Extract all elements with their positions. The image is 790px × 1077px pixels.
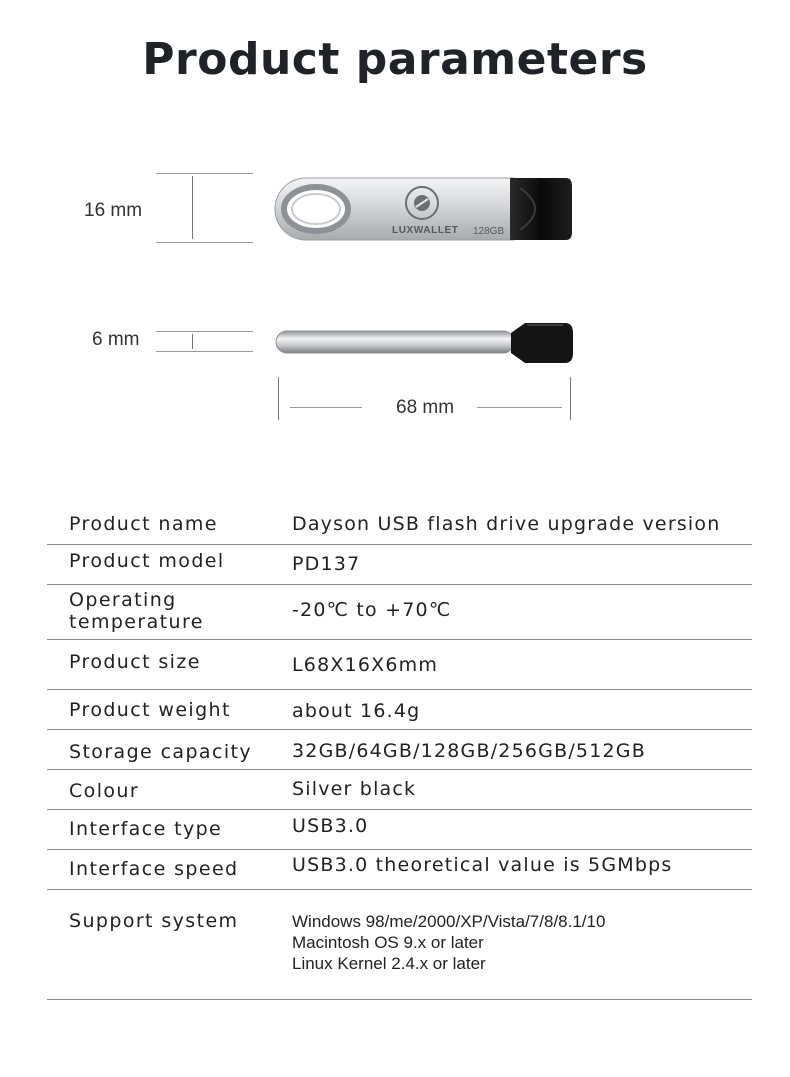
spec-row: [47, 729, 752, 770]
length-dimension-left-tick: [278, 377, 279, 420]
page-title: Product parameters: [142, 34, 648, 85]
spec-label: Product weight: [69, 699, 231, 721]
spec-label: Colour: [69, 780, 140, 802]
spec-value: USB3.0: [292, 815, 369, 837]
usb-drive-side-view: [275, 321, 575, 365]
spec-label: Product model: [69, 550, 225, 572]
spec-value: PD137: [292, 553, 361, 575]
spec-row: [47, 544, 752, 585]
spec-value: 32GB/64GB/128GB/256GB/512GB: [292, 740, 646, 762]
spec-row: [47, 889, 752, 1000]
spec-value-line: Linux Kernel 2.4.x or later: [292, 954, 486, 973]
spec-row: [47, 809, 752, 850]
spec-row: [47, 769, 752, 810]
drive-capacity-mark: 128GB: [473, 226, 505, 237]
spec-label: Interface type: [69, 818, 223, 840]
length-dimension-left-line: [290, 407, 362, 408]
spec-label-line: Operating: [69, 589, 177, 611]
width-dimension-bottom-line: [156, 242, 253, 243]
spec-value-line: Macintosh OS 9.x or later: [292, 933, 484, 952]
thickness-dimension-top-line: [156, 331, 253, 332]
spec-row: [47, 639, 752, 690]
spec-row: [47, 849, 752, 890]
spec-row: [47, 503, 752, 545]
spec-row: [47, 584, 752, 640]
length-dimension-label: 68 mm: [396, 397, 455, 418]
spec-value: -20℃ to +70℃: [292, 599, 452, 621]
spec-label-line: temperature: [69, 611, 204, 633]
width-dimension-top-line: [156, 173, 253, 174]
thickness-dimension-marker: [192, 334, 193, 349]
spec-value: Silver black: [292, 778, 417, 800]
spec-label: Product size: [69, 651, 201, 673]
spec-label: Product name: [69, 513, 218, 535]
spec-value: Dayson USB flash drive upgrade version: [292, 513, 721, 535]
length-dimension-right-tick: [570, 377, 571, 420]
drive-brand-logo: LUXWALLET: [392, 225, 459, 236]
spec-row: [47, 689, 752, 730]
spec-value: USB3.0 theoretical value is 5GMbps: [292, 854, 673, 876]
spec-value: L68X16X6mm: [292, 654, 439, 676]
spec-value: [292, 911, 605, 974]
spec-label: Interface speed: [69, 858, 239, 880]
width-dimension-marker: [192, 176, 193, 239]
spec-label: Support system: [69, 910, 239, 932]
width-dimension-label: 16 mm: [84, 200, 143, 221]
length-dimension-right-line: [477, 407, 562, 408]
spec-value: about 16.4g: [292, 700, 421, 722]
thickness-dimension-label: 6 mm: [92, 329, 140, 350]
spec-label: Storage capacity: [69, 741, 252, 763]
spec-value-line: Windows 98/me/2000/XP/Vista/7/8/8.1/10: [292, 912, 606, 931]
thickness-dimension-bottom-line: [156, 351, 253, 352]
spec-label: [69, 589, 204, 633]
